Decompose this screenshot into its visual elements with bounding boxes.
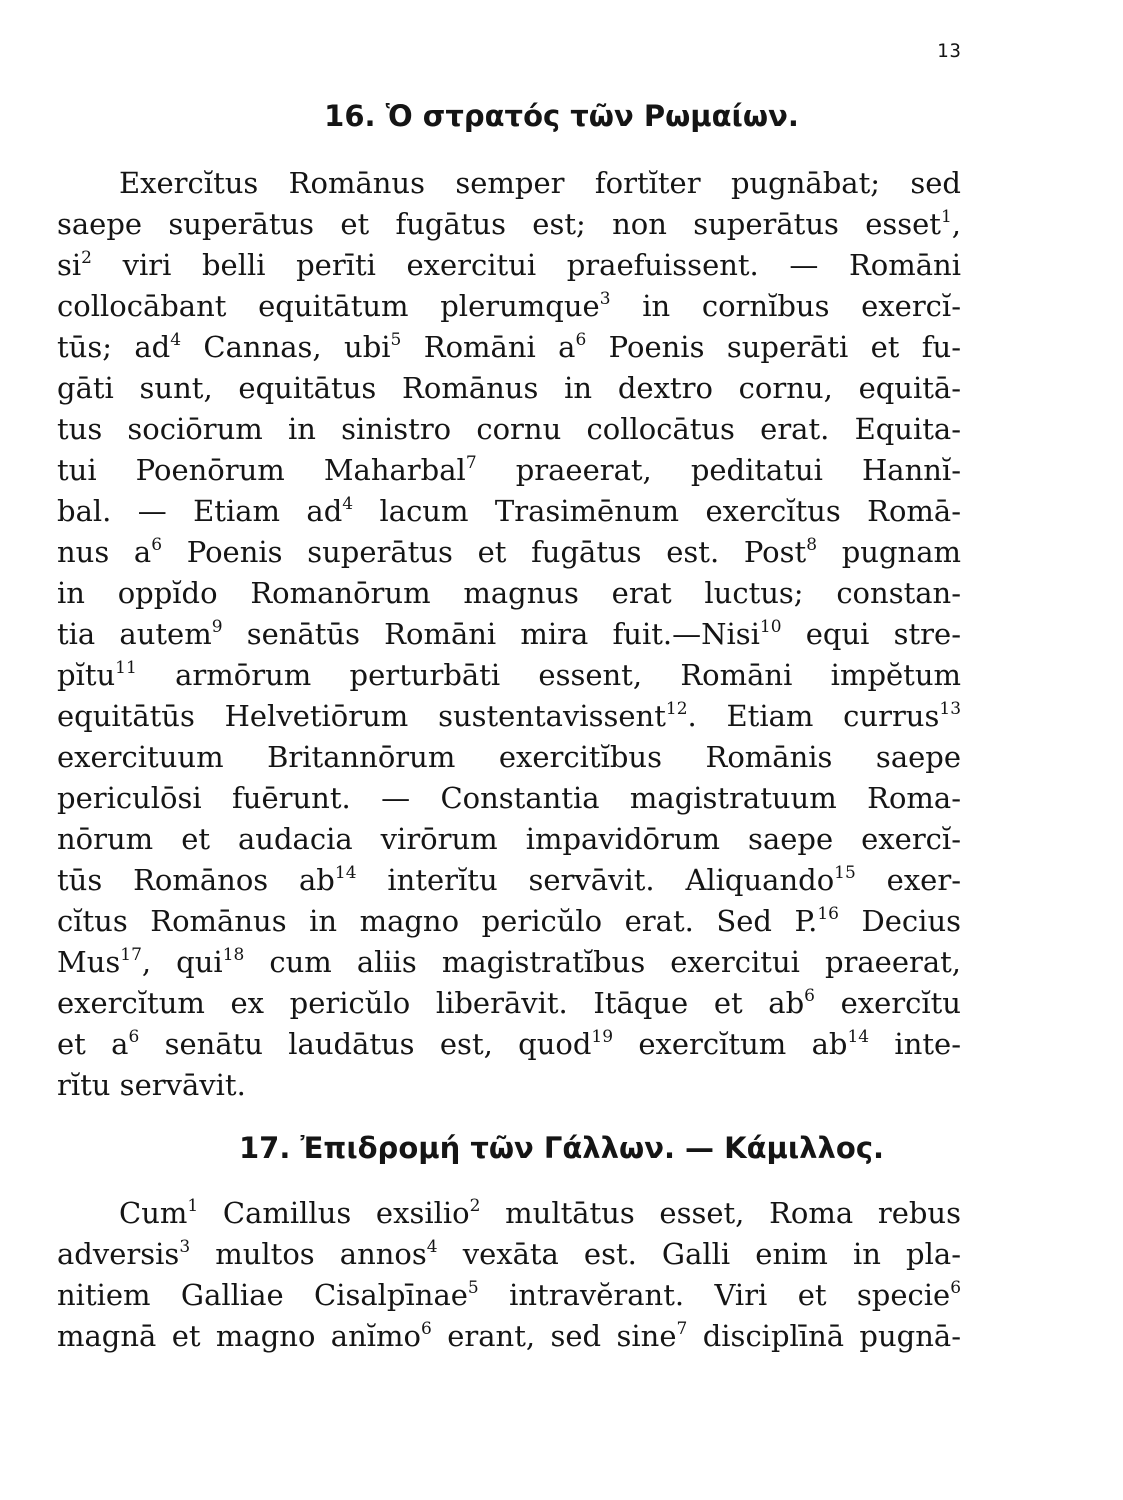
text-line: rĭtu servāvit. xyxy=(57,1068,246,1102)
text-line: collocābant equitātum plerumque$^3$ in cornĭbus exercĭ- xyxy=(57,289,961,323)
page-number: 13 xyxy=(937,40,962,62)
footnote-marker: 3 xyxy=(179,1237,191,1257)
footnote-marker: 6 xyxy=(128,1027,140,1047)
footnote-marker: 19 xyxy=(591,1027,614,1047)
footnote-marker: 6 xyxy=(804,986,815,1006)
text-line: tia autem$^9$ senātūs Romāni mira fuit.—Nisi$^{10}$ equi stre- xyxy=(57,617,961,651)
footnote-marker: 17 xyxy=(120,945,142,965)
text-line: in oppĭdo Romanōrum magnus erat luctus; constan- xyxy=(57,576,961,610)
footnote-marker: 11 xyxy=(115,658,137,678)
section-heading-17: 17. Ἐπιδρομή τῶν Γάλλων. — Κάμιλλος. xyxy=(238,1131,885,1165)
text-line: adversis$^3$ multos annos$^4$ vexāta est. Galli enim in pla- xyxy=(57,1237,961,1271)
footnote-marker: 6 xyxy=(421,1319,432,1339)
text-line: gāti sunt, equitātus Romānus in dextro cornu, equitā- xyxy=(57,371,961,405)
footnote-marker: 5 xyxy=(467,1278,479,1298)
footnote-marker: 8 xyxy=(806,535,818,555)
text-line: exercituum Britannōrum exercitĭbus Romānis saepe xyxy=(57,740,961,774)
footnote-marker: 7 xyxy=(676,1319,688,1339)
section-17-text xyxy=(57,1193,961,1357)
text-line: exercĭtum ex pericŭlo liberāvit. Itāque et $ab^6$ exercĭtu xyxy=(57,986,961,1020)
footnote-marker: 7 xyxy=(465,453,477,473)
footnote-marker: 13 xyxy=(939,699,962,719)
footnote-marker: 2 xyxy=(469,1196,481,1216)
text-line: tūs Romānos $ab^{14}$ interĭtu servāvit. Aliquando$^{15}$ exer- xyxy=(57,863,962,897)
footnote-marker: 15 xyxy=(834,863,856,883)
text-line: tūs; $ad^4$ Cannas, ubi$^5$ Romāni $a^6$ Poenis superāti et fu- xyxy=(57,330,961,364)
text-line: nitiem Galliae Cisalpīnae$^5$ intravĕrant. Viri et specie$^6$ xyxy=(57,1278,962,1312)
footnote-marker: 6 xyxy=(575,330,587,350)
text-line: cĭtus Romānus in magno pericŭlo erat. Sed P.$^{16}$ Decius xyxy=(57,904,962,938)
footnote-marker: 4 xyxy=(342,494,354,514)
text-line: magnā et magno anĭmo$^6$ erant, sed sine$^7$ disciplīnā pugnā- xyxy=(57,1319,962,1353)
footnote-marker: 18 xyxy=(222,945,245,965)
text-line: Mus$^{17}$, qui$^{18}$ cum aliis magistratĭbus exercitui praeerat, xyxy=(57,945,962,979)
text-line: nōrum et audacia virōrum impavidōrum saepe exercĭ- xyxy=(57,822,961,856)
footnote-marker: 2 xyxy=(81,248,92,268)
footnote-marker: 6 xyxy=(950,1278,962,1298)
footnote-marker: 14 xyxy=(847,1027,870,1047)
text-line: saepe superātus et fugātus est; non superātus esset$^1$, xyxy=(57,207,961,241)
footnote-marker: 1 xyxy=(940,207,952,227)
text-line: tui Poenōrum Maharbal$^7$ praeerat, peditatui Hannĭ- xyxy=(57,453,962,487)
text-line: nus $a^6$ Poenis superātus et fugātus est. Post$^8$ pugnam xyxy=(57,535,961,569)
footnote-marker: 12 xyxy=(665,699,688,719)
text-line: et $a^6$ senātu laudātus est, quod$^{19}$ exercĭtum $ab^{14}$ inte- xyxy=(57,1027,961,1061)
footnote-marker: 1 xyxy=(187,1196,199,1216)
footnote-marker: 4 xyxy=(170,330,182,350)
section-16-text xyxy=(57,163,961,1106)
section-heading-16: 16. Ὁ στρατός τῶν Ρωμαίων. xyxy=(324,99,799,133)
footnote-marker: 10 xyxy=(759,617,782,637)
footnote-marker: 3 xyxy=(599,289,611,309)
text-line: pĭtu$^{11}$ armōrum perturbāti essent, Romāni impĕtum xyxy=(57,658,961,692)
footnote-marker: 14 xyxy=(334,863,357,883)
text-line: bal. — Etiam $ad^4$ lacum Trasimēnum exercĭtus Romā- xyxy=(57,494,961,528)
text-line: tus sociōrum in sinistro cornu collocātus erat. Equita- xyxy=(57,412,961,446)
footnote-marker: 9 xyxy=(211,617,223,637)
footnote-marker: 16 xyxy=(817,904,839,924)
text-line: periculōsi fuērunt. — Constantia magistratuum Roma- xyxy=(57,781,961,815)
footnote-marker: 6 xyxy=(151,535,163,555)
footnote-marker: 4 xyxy=(426,1237,438,1257)
text-line: Exercĭtus Romānus semper fortĭter pugnābat; sed xyxy=(119,166,961,200)
text-line: Cum$^1$ Camillus exsilio$^2$ multātus esset, Roma rebus xyxy=(119,1196,961,1230)
footnote-marker: 5 xyxy=(390,330,402,350)
text-line: $si^2$ viri belli perīti exercitui praefuissent. — Romāni xyxy=(57,248,961,282)
text-line: equitātūs Helvetiōrum sustentavissent$^{12}$. Etiam currus$^{13}$ xyxy=(57,699,962,733)
